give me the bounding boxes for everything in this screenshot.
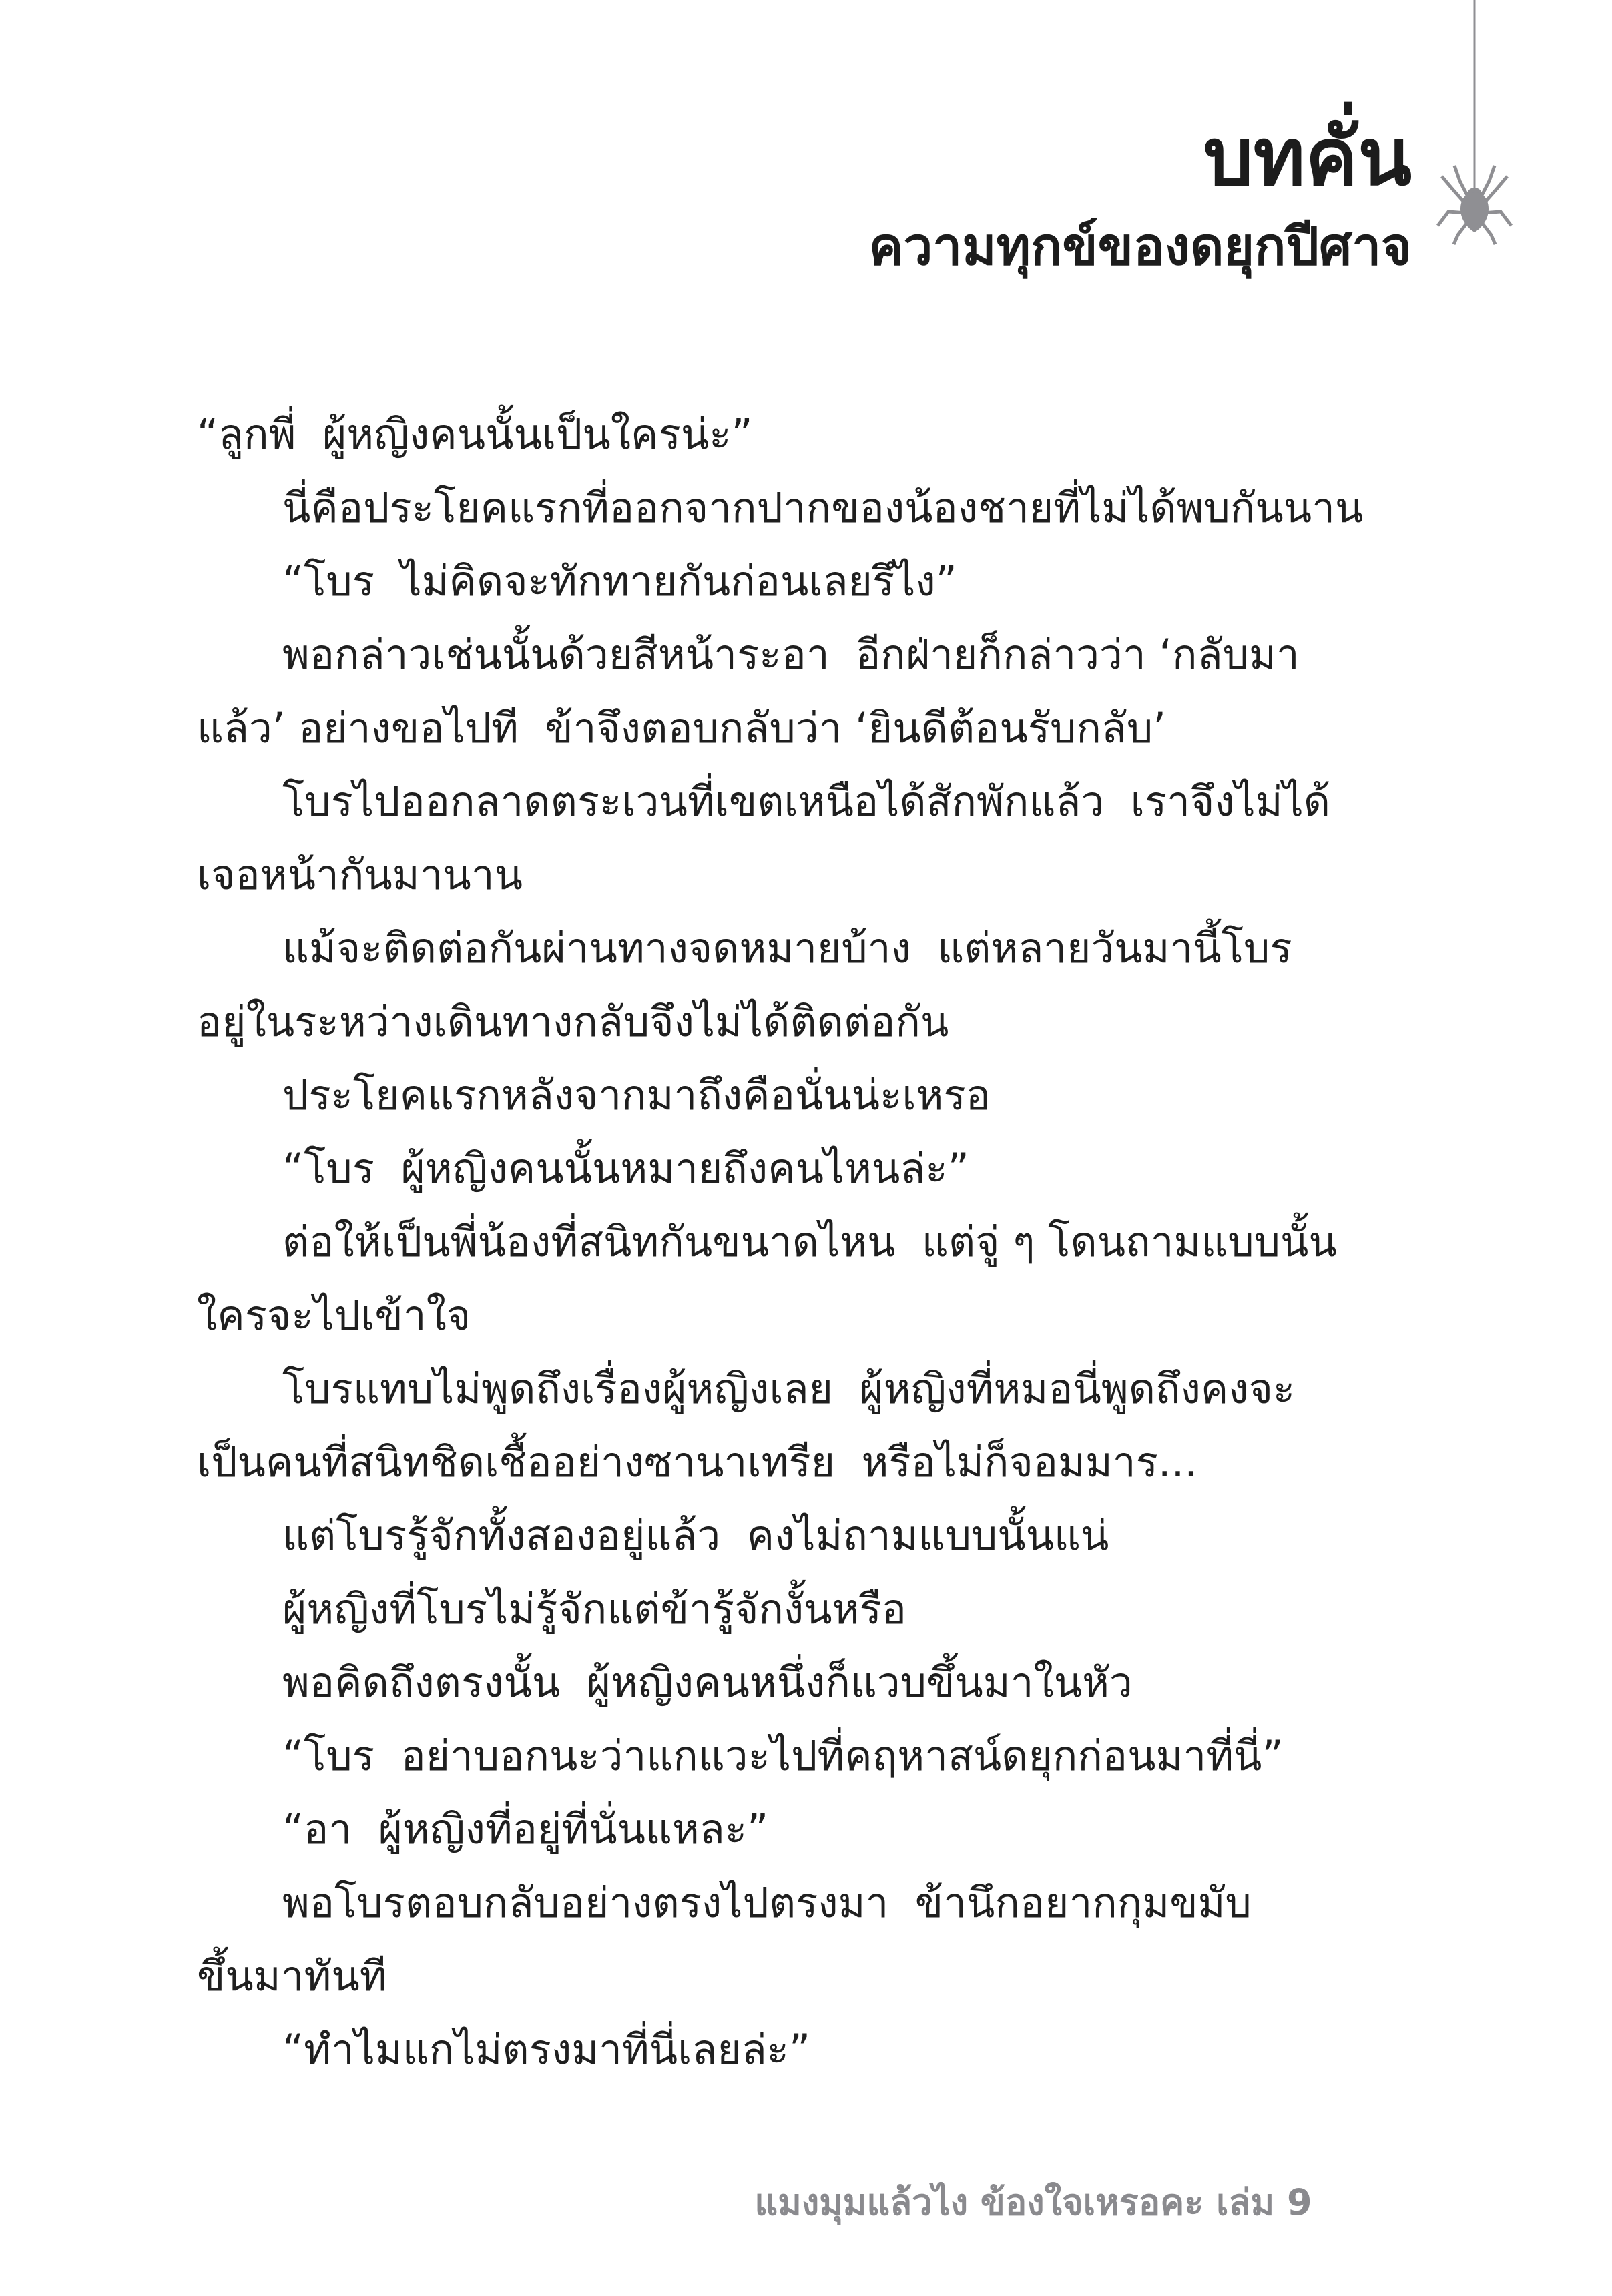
text-line: ประโยคแรกหลังจากมาถึงคือนั่นน่ะเหรอ: [282, 1071, 991, 1119]
text-line: พอคิดถึงตรงนั้น ผู้หญิงคนหนึ่งก็แวบขึ้นมาในหัว: [282, 1658, 1133, 1707]
text-line: พอโบรตอบกลับอย่างตรงไปตรงมา ข้านึกอยากกุมขมับ: [282, 1878, 1252, 1927]
text-line: แล้ว’ อย่างขอไปที ข้าจึงตอบกลับว่า ‘ยินดีต้อนรับกลับ’: [197, 703, 1166, 752]
text-line: “โบร ผู้หญิงคนนั้นหมายถึงคนไหนล่ะ”: [282, 1144, 969, 1193]
text-line: “โบร ไม่คิดจะทักทายกันก่อนเลยรึไง”: [282, 557, 957, 605]
text-line: โบรแทบไม่พูดถึงเรื่องผู้หญิงเลย ผู้หญิงที่หมอนี่พูดถึงคงจะ: [282, 1364, 1296, 1413]
text-line: แต่โบรรู้จักทั้งสองอยู่แล้ว คงไม่ถามแบบนั้นแน่: [282, 1511, 1109, 1560]
text-line: ขึ้นมาทันที: [197, 1952, 387, 2000]
spider-icon: [1435, 0, 1515, 247]
text-line: ใครจะไปเข้าใจ: [197, 1291, 471, 1340]
body-text: [197, 398, 1428, 2086]
text-line: โบรไปออกลาดตระเวนที่เขตเหนือได้สักพักแล้ว เราจึงไม่ได้: [282, 777, 1331, 826]
chapter-header: [868, 112, 1412, 278]
text-line: แม้จะติดต่อกันผ่านทางจดหมายบ้าง แต่หลายวันมานี้โบร: [282, 924, 1292, 972]
text-line: “ทำไมแกไม่ตรงมาที่นี่เลยล่ะ”: [282, 2025, 811, 2074]
running-footer: แมงมุมแล้วไง ข้องใจเหรอคะ เล่ม 9: [754, 2181, 1312, 2223]
chapter-subtitle: ความทุกข์ของดยุกปีศาจ: [868, 216, 1412, 277]
text-line: “โบร อย่าบอกนะว่าแกแวะไปที่คฤหาสน์ดยุกก่อนมาที่นี่”: [282, 1731, 1284, 1780]
text-line: ผู้หญิงที่โบรไม่รู้จักแต่ข้ารู้จักงั้นหรือ: [282, 1585, 906, 1633]
text-line: พอกล่าวเช่นนั้นด้วยสีหน้าระอา อีกฝ่ายก็กล่าวว่า ‘กลับมา: [282, 630, 1300, 679]
text-line: “อา ผู้หญิงที่อยู่ที่นั่นแหละ”: [282, 1805, 769, 1853]
text-line: อยู่ในระหว่างเดินทางกลับจึงไม่ได้ติดต่อกัน: [197, 997, 949, 1046]
text-line: เป็นคนที่สนิทชิดเชื้ออย่างซานาเทรีย หรือไม่ก็จอมมาร...: [197, 1438, 1197, 1486]
text-line: “ลูกพี่ ผู้หญิงคนนั้นเป็นใครน่ะ”: [197, 410, 753, 459]
chapter-title: บทคั่น: [1203, 111, 1412, 203]
text-line: นี่คือประโยคแรกที่ออกจากปากของน้องชายที่ไม่ได้พบกันนาน: [282, 483, 1364, 532]
text-line: ต่อให้เป็นพี่น้องที่สนิทกันขนาดไหน แต่จู่ ๆ โดนถามแบบนั้น: [282, 1217, 1337, 1266]
text-line: เจอหน้ากันมานาน: [197, 850, 523, 899]
